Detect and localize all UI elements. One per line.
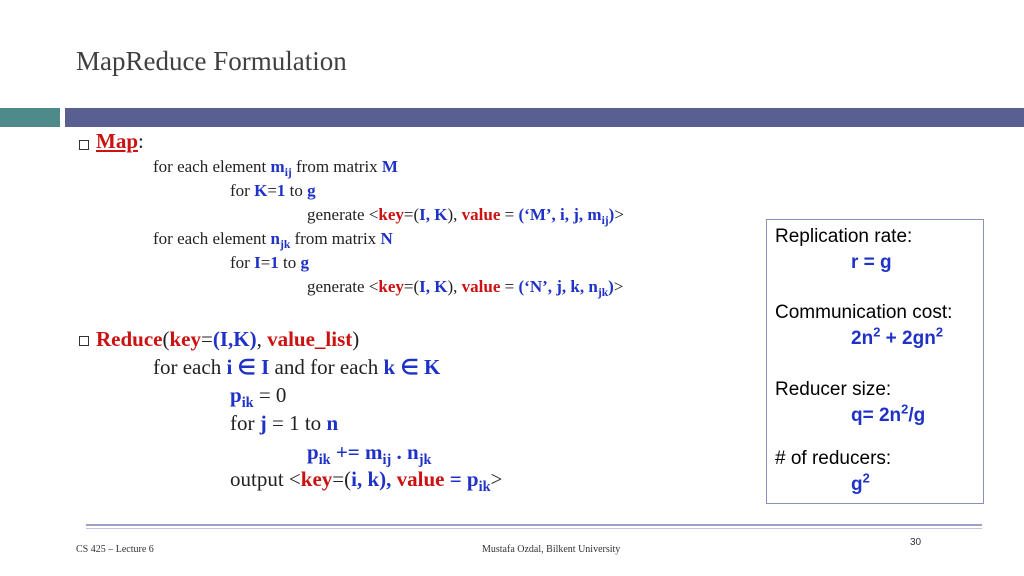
reduce-line-2-sub: ik <box>241 394 254 411</box>
map-line-3-value: value <box>461 205 501 224</box>
reduce-line-3-mid: = 1 to <box>266 411 327 435</box>
map-line-1-sub: ij <box>284 166 292 180</box>
num-reducers-value <box>851 470 870 496</box>
reducer-size-b: /g <box>908 405 926 426</box>
map-heading-label: Map <box>96 129 138 153</box>
map-line-5-eq: = <box>260 253 271 272</box>
map-line-6-tuple: (‘N’, j, k, n <box>518 277 598 296</box>
map-line-1-prefix: for each element <box>153 157 271 176</box>
reduce-line-5-pair: i, k <box>351 467 380 491</box>
reduce-comma: , <box>256 327 268 351</box>
reduce-heading-label: Reduce <box>96 327 163 351</box>
map-line-3-pair: I, K <box>419 205 448 224</box>
map-line-5-prefix: for <box>230 253 255 272</box>
num-reducers-base: g <box>851 474 863 495</box>
reduce-open: ( <box>162 327 170 351</box>
reduce-line-3-j: j <box>259 411 267 435</box>
footer-rule <box>86 524 982 526</box>
map-line-3-end: > <box>614 205 624 224</box>
map-line-4-mid: from matrix <box>290 229 381 248</box>
map-line-2-to: to <box>285 181 308 200</box>
map-line-6-tail: ) <box>608 277 614 296</box>
reduce-line-3-n: n <box>326 411 339 435</box>
map-line-6-sub: jk <box>597 286 609 300</box>
reducer-size-value <box>851 401 926 427</box>
map-line-3-sub: ij <box>601 214 609 228</box>
map-line-4-prefix: for each element <box>153 229 271 248</box>
map-line-3 <box>307 205 624 228</box>
num-reducers-label: # of reducers: <box>775 448 892 469</box>
reduce-line-5-end: > <box>490 467 503 491</box>
comm-value-mid: + 2gn <box>880 328 936 349</box>
reduce-line-1 <box>153 355 440 380</box>
map-line-3-key: key <box>378 205 404 224</box>
map-line-5-start: 1 <box>270 253 279 272</box>
map-line-3-close: ), <box>447 205 462 224</box>
title-accent-bar <box>0 108 60 127</box>
map-line-3-prefix: generate < <box>307 205 379 224</box>
map-line-2-eq: = <box>267 181 277 200</box>
map-line-1-var: m <box>270 157 285 176</box>
reduce-line-1-prefix: for each <box>153 355 227 379</box>
map-line-4-sub: jk <box>279 238 291 252</box>
map-line-3-tail: ) <box>608 205 615 224</box>
map-bullet <box>79 140 89 150</box>
comm-label: Communication cost: <box>775 302 953 323</box>
title-divider-bar <box>65 108 1024 127</box>
map-line-6-value: value <box>461 277 501 296</box>
map-line-6 <box>307 277 624 300</box>
reduce-line-5 <box>230 467 503 495</box>
replication-value: r = g <box>851 252 892 273</box>
reduce-line-4-op: += m <box>330 440 383 464</box>
reduce-heading <box>96 327 359 352</box>
map-line-6-pair: I, K <box>419 277 448 296</box>
reduce-bullet <box>79 336 89 346</box>
map-line-1-mid: from matrix <box>291 157 382 176</box>
map-line-4-var: n <box>270 229 280 248</box>
reduce-line-1-mid: and for each <box>269 355 384 379</box>
reduce-line-1-k: k ∈ K <box>383 355 441 379</box>
map-line-2-var: K <box>254 181 268 200</box>
map-line-3-eq2: = <box>500 205 519 224</box>
slide-title: MapReduce Formulation <box>76 46 347 76</box>
comm-value-a-exp: 2 <box>873 324 881 340</box>
map-line-1 <box>153 157 398 180</box>
map-line-5 <box>230 253 309 273</box>
replication-label: Replication rate: <box>775 226 913 247</box>
page-number: 30 <box>910 537 922 548</box>
map-line-6-eq2: = <box>500 277 519 296</box>
reduce-line-2 <box>230 383 287 411</box>
footer-rule-thin <box>86 528 982 529</box>
reducer-size-label: Reducer size: <box>775 379 892 400</box>
reduce-line-4-p: p <box>307 440 319 464</box>
map-line-6-key: key <box>378 277 404 296</box>
map-line-6-eq: =( <box>403 277 420 296</box>
map-line-5-to: to <box>278 253 301 272</box>
reduce-close: ) <box>352 327 360 351</box>
map-line-4-matrix: N <box>380 229 393 248</box>
reduce-key: key <box>169 327 201 351</box>
reduce-line-2-rest: = 0 <box>253 383 287 407</box>
map-line-6-close: ), <box>447 277 462 296</box>
reduce-line-4-dot: . n <box>391 440 419 464</box>
reduce-keyval: (I,K) <box>212 327 257 351</box>
reduce-line-3 <box>230 411 338 436</box>
map-line-6-end: > <box>613 277 624 296</box>
comm-value <box>851 324 943 350</box>
map-line-4 <box>153 229 393 252</box>
map-line-2-start: 1 <box>276 181 286 200</box>
map-line-2-end: g <box>307 181 316 200</box>
comm-value-b-exp: 2 <box>935 324 943 340</box>
footer-author: Mustafa Ozdal, Bilkent University <box>482 544 621 555</box>
reduce-list: value_list <box>267 327 353 351</box>
reduce-line-4-msub: ij <box>382 451 392 468</box>
reduce-line-5-sub: ik <box>478 478 491 495</box>
reducer-size-a: q= 2n <box>851 405 902 426</box>
map-heading <box>96 129 144 154</box>
footer-course: CS 425 – Lecture 6 <box>76 544 154 555</box>
reduce-line-4-psub: ik <box>318 451 331 468</box>
reduce-line-2-var: p <box>230 383 242 407</box>
reduce-line-5-value: value <box>396 467 445 491</box>
map-line-5-var: I <box>254 253 261 272</box>
reduce-line-5-eq: =( <box>332 467 352 491</box>
map-line-2-prefix: for <box>230 181 255 200</box>
reduce-line-5-close: ), <box>379 467 397 491</box>
reducer-size-exp: 2 <box>901 401 909 417</box>
reduce-line-5-prefix: output < <box>230 467 301 491</box>
reduce-line-5-key: key <box>300 467 333 491</box>
map-line-6-prefix: generate < <box>307 277 379 296</box>
reduce-eq: = <box>201 327 213 351</box>
map-line-2 <box>230 181 316 201</box>
reduce-line-4 <box>307 440 432 468</box>
map-line-3-tuple: (‘M’, i, j, m <box>518 205 602 224</box>
reduce-line-1-i: i ∈ I <box>226 355 270 379</box>
reduce-line-4-nsub: jk <box>418 451 432 468</box>
map-heading-colon: : <box>138 129 144 153</box>
map-line-5-end: g <box>300 253 310 272</box>
reduce-line-5-eq2: = p <box>444 467 479 491</box>
map-line-3-eq: =( <box>403 205 420 224</box>
reduce-line-3-prefix: for <box>230 411 260 435</box>
map-line-1-matrix: M <box>381 157 398 176</box>
num-reducers-exp: 2 <box>862 470 870 486</box>
comm-value-a: 2n <box>851 328 874 349</box>
